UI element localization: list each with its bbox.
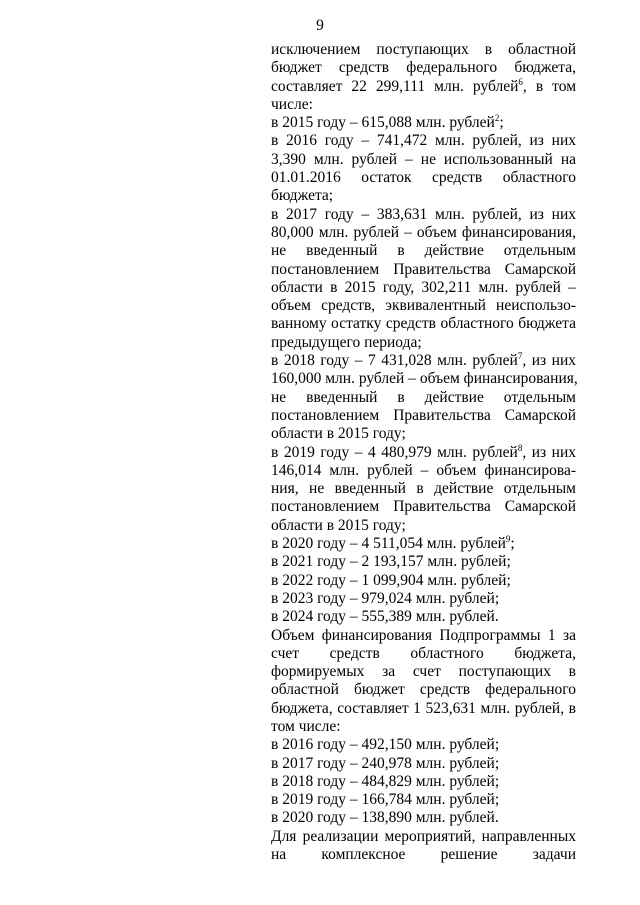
text-line: 80,000 млн. рублей – объем финансирования, bbox=[271, 223, 576, 241]
text-line: том числе: bbox=[271, 717, 341, 735]
text-line: бюджет средств федерального бюджета, bbox=[271, 59, 576, 77]
text-line: постановлением Правительства Самарской bbox=[271, 260, 576, 278]
text-line: в 2019 году – 166,784 млн. рублей; bbox=[271, 791, 500, 809]
text-line: не введенный в действие отдельным bbox=[271, 388, 576, 406]
text-line: в 2016 году – 741,472 млн. рублей, из них bbox=[271, 132, 576, 150]
text-line: числе: bbox=[271, 95, 313, 113]
footnote-marker: 2 bbox=[494, 113, 500, 124]
text-line: формируемых за счет поступающих в bbox=[271, 663, 576, 681]
text-line: в 2020 году – 4 511,054 млн. рублей$^9$; bbox=[271, 534, 515, 553]
text-line: 01.01.2016 остаток средств областного bbox=[271, 169, 576, 187]
text-line: в 2020 году – 138,890 млн. рублей. bbox=[271, 809, 499, 827]
text-line: в 2024 году – 555,389 млн. рублей. bbox=[271, 608, 499, 626]
text-line: в 2022 году – 1 099,904 млн. рублей; bbox=[271, 571, 511, 589]
text-line: Для реализации мероприятий, направленных bbox=[271, 827, 576, 845]
footnote-marker: 6 bbox=[518, 76, 523, 87]
text-line: в 2015 году – 615,088 млн. рублей$^2$; bbox=[271, 113, 504, 132]
document-text-column bbox=[271, 41, 576, 864]
text-line: области в 2015 году; bbox=[271, 425, 406, 443]
footnote-marker: 7 bbox=[517, 351, 523, 362]
text-line: предыдущего периода; bbox=[271, 333, 422, 351]
text-line: счет средств областного бюджета, bbox=[271, 644, 576, 662]
text-line: постановлением Правительства Самарской bbox=[271, 406, 576, 424]
text-line: в 2018 году – 484,829 млн. рублей; bbox=[271, 772, 500, 790]
text-line: в 2021 году – 2 193,157 млн. рублей; bbox=[271, 553, 511, 571]
text-line: 160,000 млн. рублей – объем финансирования, bbox=[271, 370, 578, 388]
text-line: на комплексное решение задачи bbox=[271, 846, 576, 864]
text-line: в 2019 году – 4 480,979 млн. рублей$^8$, из них bbox=[271, 442, 576, 461]
text-line: в 2017 году – 240,978 млн. рублей; bbox=[271, 754, 500, 772]
text-line: ния, не введенный в действие отдельным bbox=[271, 480, 576, 498]
text-line: в 2018 году – 7 431,028 млн. рублей$^7$, из них bbox=[271, 351, 576, 370]
text-line: 3,390 млн. рублей – не использованный на bbox=[271, 150, 576, 168]
text-line: области в 2015 году; bbox=[271, 516, 406, 534]
footnote-marker: 8 bbox=[517, 442, 523, 453]
text-line: 146,014 млн. рублей – объем финансирова- bbox=[271, 461, 576, 479]
text-line: Объем финансирования Подпрограммы 1 за bbox=[271, 626, 576, 644]
text-line: исключением поступающих в областной bbox=[271, 41, 576, 58]
text-line: не введенный в действие отдельным bbox=[271, 242, 576, 260]
text-line: области в 2015 году, 302,211 млн. рублей – bbox=[271, 278, 576, 296]
text-line: постановлением Правительства Самарской bbox=[271, 498, 576, 516]
footnote-marker: 9 bbox=[505, 534, 511, 545]
text-line: в 2017 году – 383,631 млн. рублей, из них bbox=[271, 205, 576, 223]
page-number: 9 bbox=[316, 17, 324, 34]
text-line: бюджета, составляет 1 523,631 млн. рублей, в bbox=[271, 699, 576, 717]
text-line: областной бюджет средств федерального bbox=[271, 681, 576, 699]
text-line: бюджета; bbox=[271, 187, 334, 205]
text-line: в 2016 году – 492,150 млн. рублей; bbox=[271, 736, 500, 754]
text-line: в 2023 году – 979,024 млн. рублей; bbox=[271, 589, 500, 607]
text-line: ванному остатку средств областного бюджета bbox=[271, 315, 576, 333]
text-line: объем средств, эквивалентный неиспользо- bbox=[271, 297, 576, 315]
text-line: составляет 22 299,111 млн. рублей$^6$, в том bbox=[271, 76, 577, 95]
